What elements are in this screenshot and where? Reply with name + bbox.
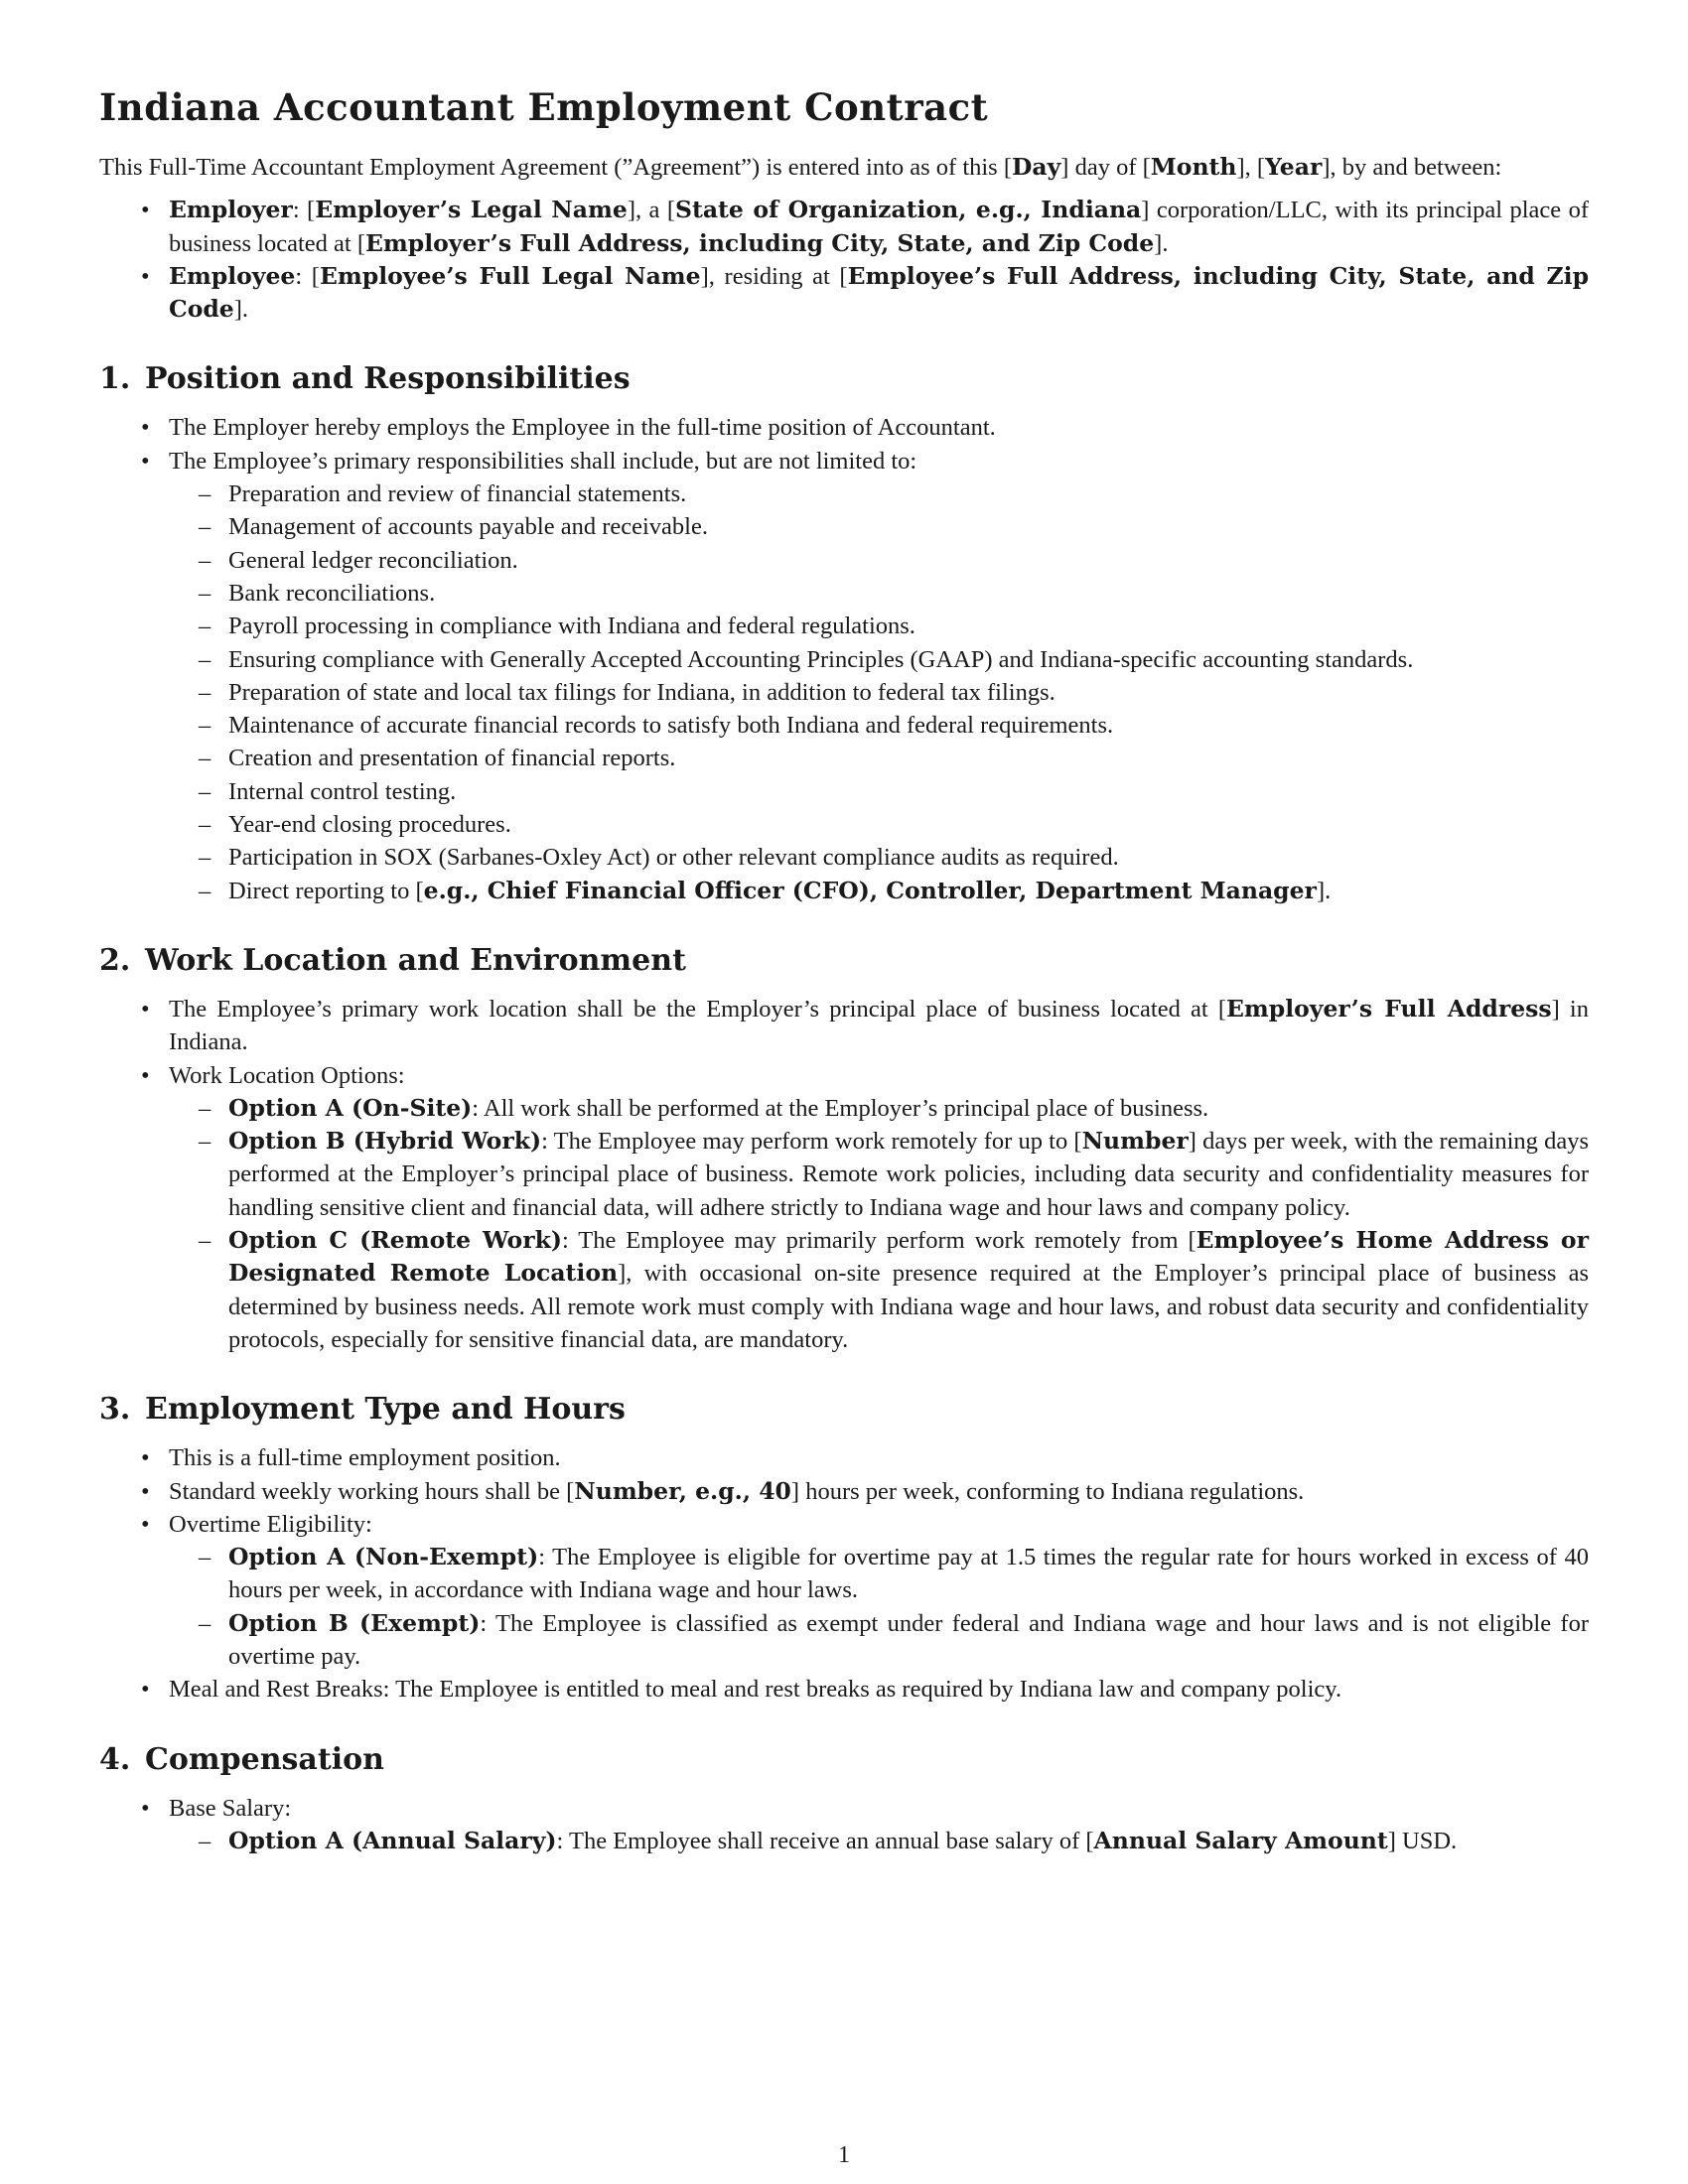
section-number: 2. bbox=[99, 942, 131, 978]
options-list bbox=[169, 1541, 1589, 1673]
placeholder-number: Number bbox=[1081, 1127, 1189, 1156]
list-item bbox=[99, 1508, 1589, 1673]
list-item: • This is a full-time employment position. bbox=[99, 1441, 1589, 1474]
placeholder-year: Year bbox=[1265, 153, 1323, 181]
section-title: Compensation bbox=[145, 1741, 384, 1777]
option-item bbox=[169, 1541, 1589, 1607]
list-text: ] corporation/LLC, with its principal place of business located at [ bbox=[169, 197, 1589, 257]
list-text: : All work shall be performed at the Employer’s principal place of business. bbox=[472, 1094, 1209, 1122]
option-item bbox=[169, 1092, 1589, 1125]
placeholder-salary: Annual Salary Amount bbox=[1093, 1826, 1388, 1854]
list-text: Direct reporting to [ bbox=[228, 877, 424, 904]
placeholder-employer-state: State of Organization, e.g., Indiana bbox=[675, 196, 1142, 224]
list-text: ] in Indiana. bbox=[169, 995, 1589, 1056]
employer-label: Employer bbox=[169, 196, 293, 224]
section-employment-type bbox=[99, 1390, 1589, 1706]
intro-paragraph bbox=[99, 151, 1589, 184]
section-heading bbox=[99, 359, 1589, 399]
intro-text: ], by and between: bbox=[1322, 154, 1502, 181]
placeholder-employee-name: Employee’s Full Legal Name bbox=[319, 261, 701, 290]
option-label: Option B (Exempt) bbox=[228, 1608, 481, 1637]
list-text: ] hours per week, conforming to Indiana regulations. bbox=[790, 1477, 1305, 1505]
list-text: The Employee’s primary work location shall be the Employer’s principal place of business located at [ bbox=[169, 995, 1226, 1023]
placeholder-employer-address: Employer’s Full Address, including City, State, and Zip Code bbox=[365, 228, 1155, 257]
list-text: ]. bbox=[1154, 229, 1169, 257]
placeholder-remote-location: Employee’s Home Address or Designated Remote Location bbox=[228, 1226, 1589, 1288]
option-item bbox=[169, 1224, 1589, 1356]
section-title: Employment Type and Hours bbox=[145, 1392, 626, 1428]
section-heading bbox=[99, 1390, 1589, 1430]
duty-item: – Preparation of state and local tax filings for Indiana, in addition to federal tax filings. bbox=[169, 676, 1589, 709]
section-number: 3. bbox=[99, 1392, 131, 1428]
section-list bbox=[99, 993, 1589, 1356]
options-list bbox=[169, 1092, 1589, 1356]
option-label: Option B (Hybrid Work) bbox=[228, 1127, 542, 1156]
duty-item: – Payroll processing in compliance with Indiana and federal regulations. bbox=[169, 610, 1589, 642]
list-item bbox=[99, 445, 1589, 907]
duty-item: – Creation and presentation of financial reports. bbox=[169, 742, 1589, 774]
list-text: Standard weekly working hours shall be [ bbox=[169, 1477, 575, 1505]
list-text: : The Employee is classified as exempt under federal and Indiana wage and hour laws and is not eligible for overtime pay. bbox=[228, 1609, 1589, 1670]
intro-text: ], [ bbox=[1236, 154, 1266, 181]
section-list bbox=[99, 1792, 1589, 1858]
list-text: ], a [ bbox=[627, 197, 675, 224]
section-title: Work Location and Environment bbox=[145, 942, 686, 978]
list-text: : [ bbox=[292, 197, 316, 224]
list-item bbox=[99, 993, 1589, 1059]
option-label: Option A (Annual Salary) bbox=[228, 1826, 557, 1854]
duties-list bbox=[169, 478, 1589, 907]
page-number: 1 bbox=[838, 2142, 850, 2168]
duty-item: – Bank reconciliations. bbox=[169, 577, 1589, 610]
list-text: ], with occasional on-site presence required at the Employer’s principal place of business as determined by business needs. All remote work must comply with Indiana wage and hour laws, and robust data security and confidentiality protocols, especially for sensitive financial data, are mandatory. bbox=[228, 1260, 1589, 1353]
intro-text: This Full-Time Accountant Employment Agreement (”Agreement”) is entered into as of this [ bbox=[99, 154, 1013, 181]
placeholder-employer-address: Employer’s Full Address bbox=[1226, 994, 1552, 1023]
list-text: : The Employee shall receive an annual base salary of [ bbox=[556, 1827, 1094, 1854]
duty-item: – Preparation and review of financial statements. bbox=[169, 478, 1589, 510]
list-text: : The Employee may perform work remotely for up to [ bbox=[541, 1128, 1082, 1156]
placeholder-hours: Number, e.g., 40 bbox=[574, 1476, 791, 1505]
section-work-location bbox=[99, 941, 1589, 1356]
list-item bbox=[99, 1475, 1589, 1508]
list-text: Overtime Eligibility: bbox=[169, 1510, 372, 1538]
placeholder-day: Day bbox=[1012, 153, 1061, 181]
list-item-employee bbox=[99, 260, 1589, 327]
list-item bbox=[99, 1792, 1589, 1858]
placeholder-reporting: e.g., Chief Financial Officer (CFO), Controller, Department Manager bbox=[423, 876, 1317, 904]
list-item: • Meal and Rest Breaks: The Employee is entitled to meal and rest breaks as required by Indiana law and company policy. bbox=[99, 1673, 1589, 1706]
employee-label: Employee bbox=[169, 261, 296, 290]
duty-item: – Maintenance of accurate financial records to satisfy both Indiana and federal requirements. bbox=[169, 709, 1589, 742]
section-number: 1. bbox=[99, 361, 131, 397]
duty-item: – General ledger reconciliation. bbox=[169, 544, 1589, 577]
section-compensation bbox=[99, 1740, 1589, 1858]
section-list bbox=[99, 411, 1589, 906]
duty-item: – Internal control testing. bbox=[169, 775, 1589, 808]
section-heading bbox=[99, 1740, 1589, 1780]
section-position bbox=[99, 359, 1589, 906]
option-label: Option A (On-Site) bbox=[228, 1093, 473, 1122]
option-item bbox=[169, 1607, 1589, 1674]
section-title: Position and Responsibilities bbox=[145, 361, 631, 397]
option-label: Option C (Remote Work) bbox=[228, 1226, 562, 1255]
intro-text: ] day of [ bbox=[1060, 154, 1151, 181]
duty-item: – Management of accounts payable and receivable. bbox=[169, 510, 1589, 543]
list-text: : The Employee may primarily perform work remotely from [ bbox=[561, 1227, 1196, 1255]
document-page bbox=[99, 83, 1589, 1857]
list-text: : The Employee is eligible for overtime pay at 1.5 times the regular rate for hours worked in excess of 40 hours per week, in accordance with Indiana wage and hour laws. bbox=[228, 1544, 1589, 1604]
duty-item: – Ensuring compliance with Generally Accepted Accounting Principles (GAAP) and Indiana-specific accounting standards. bbox=[169, 643, 1589, 676]
placeholder-employee-address: Employee’s Full Address, including City, State, and Zip Code bbox=[169, 261, 1590, 324]
list-item: • The Employer hereby employs the Employee in the full-time position of Accountant. bbox=[99, 411, 1589, 444]
duty-item-reporting bbox=[169, 875, 1589, 907]
option-item bbox=[169, 1825, 1589, 1857]
parties-list bbox=[99, 194, 1589, 326]
duty-item: – Year-end closing procedures. bbox=[169, 808, 1589, 841]
list-text: : [ bbox=[295, 262, 320, 290]
document-title: Indiana Accountant Employment Contract bbox=[99, 85, 989, 129]
list-text: Work Location Options: bbox=[169, 1061, 405, 1089]
list-text: ] days per week, with the remaining days performed at the Employer’s principal place of business. Remote work policies, including data security and confidentiality measures for handling sensitive client and financial data, will adhere strictly to Indiana wage and hour laws and company policy. bbox=[228, 1128, 1589, 1221]
placeholder-employer-name: Employer’s Legal Name bbox=[315, 196, 628, 224]
section-heading bbox=[99, 941, 1589, 981]
list-text: ]. bbox=[1316, 877, 1332, 904]
section-number: 4. bbox=[99, 1741, 131, 1777]
list-item-employer bbox=[99, 194, 1589, 260]
placeholder-month: Month bbox=[1150, 153, 1237, 181]
list-text: Base Salary: bbox=[169, 1794, 292, 1822]
option-item bbox=[169, 1125, 1589, 1224]
options-list bbox=[169, 1825, 1589, 1857]
list-text: ] USD. bbox=[1387, 1827, 1458, 1854]
list-text: The Employee’s primary responsibilities shall include, but are not limited to: bbox=[169, 447, 917, 475]
list-text: ], residing at [ bbox=[700, 262, 848, 290]
duty-item: – Participation in SOX (Sarbanes-Oxley Act) or other relevant compliance audits as required. bbox=[169, 841, 1589, 874]
list-text: ]. bbox=[233, 296, 249, 324]
option-label: Option A (Non-Exempt) bbox=[228, 1543, 539, 1571]
section-list bbox=[99, 1441, 1589, 1706]
list-item bbox=[99, 1059, 1589, 1357]
